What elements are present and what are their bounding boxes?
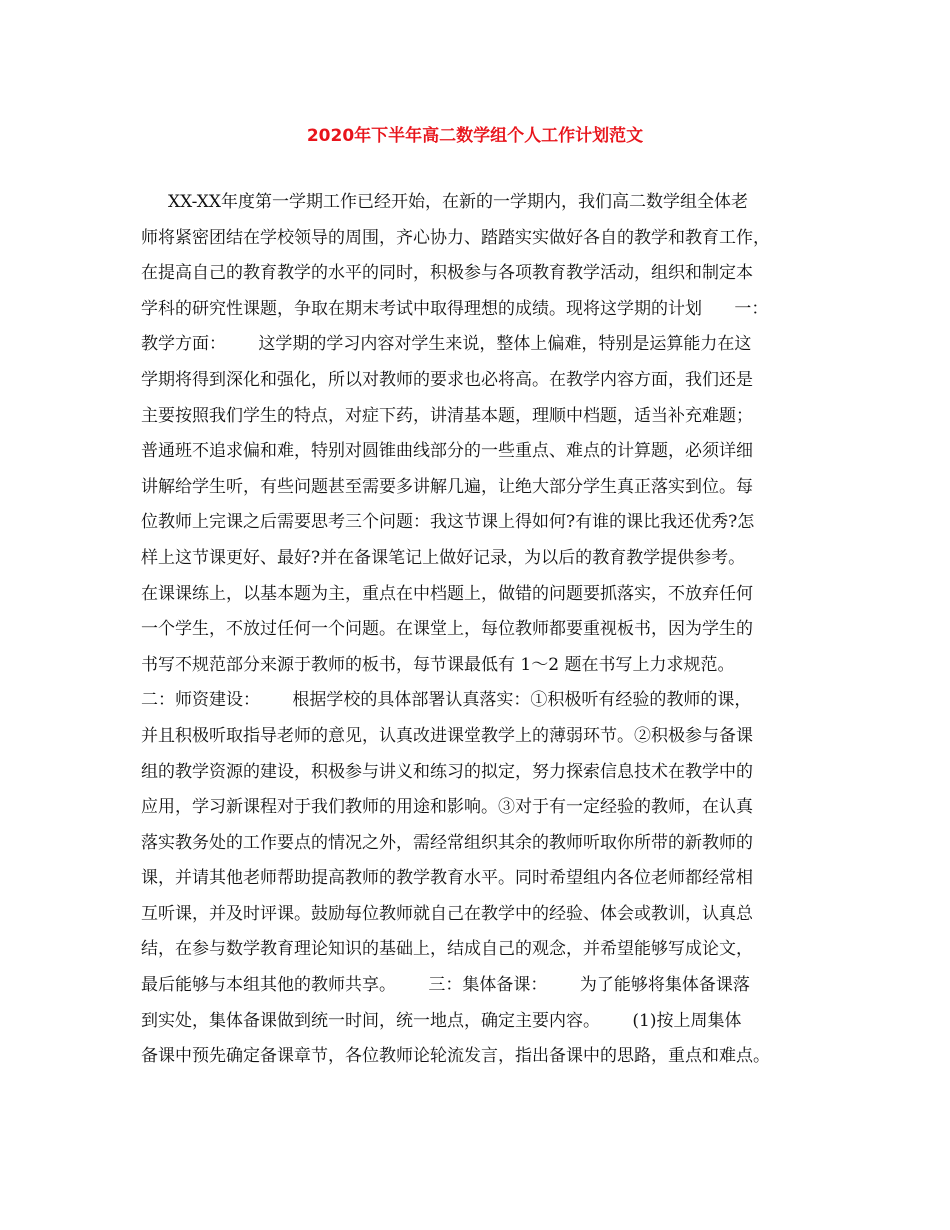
text-line: 课，并请其他老师帮助提高教师的教学教育水平。同时希望组内各位老师都经常相 (141, 868, 753, 889)
text-line: 互听课，并及时评课。鼓励每位教师就自己在教学中的经验、体会或教训，认真总 (141, 903, 753, 924)
text-line: 教学方面： 这学期的学习内容对学生来说，整体上偏难，特别是运算能力在这 (141, 334, 752, 355)
text-line: 组的教学资源的建设，积极参与讲义和练习的拟定，努力探索信息技术在教学中的 (141, 761, 753, 782)
text-line: 一个学生，不放过任何一个问题。在课堂上，每位教师都要重视板书，因为学生的 (141, 619, 753, 640)
text-line: 主要按照我们学生的特点，对症下药，讲清基本题，理顺中档题，适当补充难题； (141, 405, 753, 426)
text-line: 到实处，集体备课做到统一时间，统一地点，确定主要内容。 (1)按上周集体 (141, 1010, 742, 1031)
text-line: 师将紧密团结在学校领导的周围，齐心协力、踏踏实实做好各自的教学和教育工作， (141, 227, 770, 248)
text-line: 书写不规范部分来源于教师的板书，每节课最低有 1～2 题在书写上力求规范。 (141, 654, 735, 675)
document-title: 2020年下半年高二数学组个人工作计划范文 (306, 126, 644, 146)
text-line: 二：师资建设： 根据学校的具体部署认真落实：①积极听有经验的教师的课， (141, 690, 752, 711)
text-line: 位教师上完课之后需要思考三个问题：我这节课上得如何?有谁的课比我还优秀?怎 (141, 512, 755, 533)
text-line: 落实教务处的工作要点的情况之外，需经常组织其余的教师听取你所带的新教师的 (141, 832, 753, 853)
text-line: 学科的研究性课题，争取在期末考试中取得理想的成绩。现将这学期的计划 一： (141, 298, 769, 319)
text-line: 最后能够与本组其他的教师共享。 三：集体备课： 为了能够将集体备课落 (141, 975, 750, 996)
text-line: 讲解给学生听，有些问题甚至需要多讲解几遍，让绝大部分学生真正落实到位。每 (141, 476, 753, 497)
text-line: 应用，学习新课程对于我们教师的用途和影响。③对于有一定经验的教师，在认真 (141, 797, 753, 818)
text-line: 在课课练上，以基本题为主，重点在中档题上，做错的问题要抓落实，不放弃任何 (141, 583, 753, 604)
text-line: 普通班不追求偏和难，特别对圆锥曲线部分的一些重点、难点的计算题，必须详细 (141, 441, 753, 462)
text-line: 样上这节课更好、最好?并在备课笔记上做好记录，为以后的教育教学提供参考。 (141, 547, 746, 568)
text-line: 在提高自己的教育教学的水平的同时，积极参与各项教育教学活动，组织和制定本 (141, 263, 753, 284)
text-line: XX-XX年度第一学期工作已经开始，在新的一学期内，我们高二数学组全体老 (141, 192, 748, 212)
text-line: 结，在参与数学教育理论知识的基础上，结成自己的观念，并希望能够写成论文， (141, 939, 753, 960)
text-line: 备课中预先确定备课章节，各位教师论轮流发言，指出备课中的思路，重点和难点。 (141, 1046, 770, 1067)
document-body (141, 185, 827, 1075)
text-line: 学期将得到深化和强化，所以对教师的要求也必将高。在教学内容方面，我们还是 (141, 369, 753, 390)
text-line: 并且积极听取指导老师的意见，认真改进课堂教学上的薄弱环节。②积极参与备课 (141, 725, 753, 746)
